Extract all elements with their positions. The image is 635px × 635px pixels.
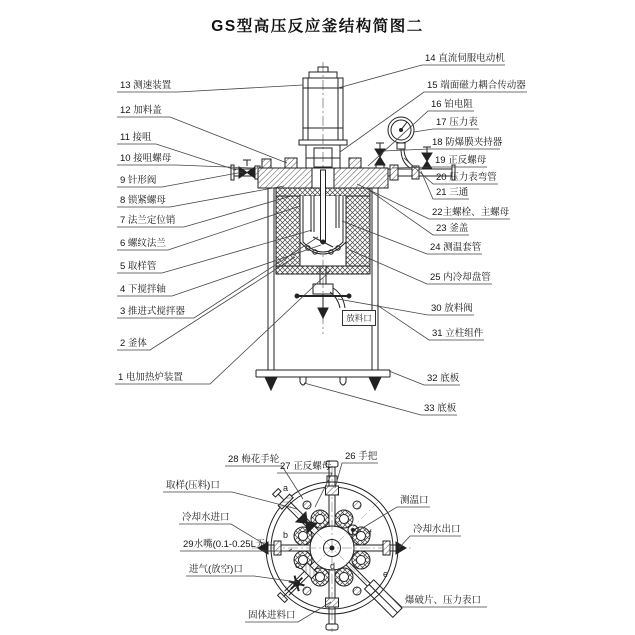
part-label-14: 14 直流伺服电动机 xyxy=(425,53,505,64)
part-label-11: 11 接咀 xyxy=(120,132,152,143)
feed-cover xyxy=(262,159,271,168)
part-label-30: 30 放料阀 xyxy=(431,303,473,314)
part-label-5: 5 取样管 xyxy=(120,261,157,272)
label-sampling-port: 取样(压料)口 xyxy=(166,480,220,491)
part-label-25: 25 内冷却盘管 xyxy=(430,272,491,283)
part-label-33: 33 底板 xyxy=(424,403,457,414)
part-label-32: 32 底板 xyxy=(427,373,460,384)
position-letter-a: a xyxy=(283,483,289,493)
gauge-bend-pipe xyxy=(401,149,410,168)
label-handle: 26 手把 xyxy=(345,451,378,462)
part-label-23: 23 釜盖 xyxy=(436,223,469,234)
position-letter-b: b xyxy=(283,530,289,540)
label-cooling-water-outlet: 冷却水出口 xyxy=(413,524,461,535)
furnace-wall-right xyxy=(346,196,370,266)
part-label-17: 17 压力表 xyxy=(436,117,478,128)
label-solid-feed-port: 固体进料口 xyxy=(248,610,296,621)
label-gas-inlet-vent-port: 进气(放空)口 xyxy=(189,564,243,575)
part-label-18: 18 防爆膜夹持器 xyxy=(432,137,503,148)
part-label-4: 4 下搅拌轴 xyxy=(120,284,166,295)
part-label-6: 6 螺纹法兰 xyxy=(120,238,166,249)
part-label-16: 16 铂电阻 xyxy=(431,99,473,110)
part-label-2: 2 釜体 xyxy=(120,338,147,349)
part-label-10: 10 接咀螺母 xyxy=(120,153,172,164)
main-bolt-right xyxy=(349,158,361,168)
part-label-20: 20 压力表弯管 xyxy=(436,172,497,183)
part-label-8: 8 锁紧螺母 xyxy=(120,195,166,206)
main-section-view xyxy=(231,62,455,390)
position-letter-e: e xyxy=(383,569,389,579)
part-label-22: 22主螺栓、主螺母 xyxy=(432,207,510,218)
part-label-1: 1 电加热炉装置 xyxy=(118,372,183,383)
discharge-port-box: 放料口 xyxy=(342,310,376,326)
part-label-19: 19 正反螺母 xyxy=(435,155,487,166)
label-cooling-water-inlet: 冷却水进口 xyxy=(182,512,230,523)
part-label-21: 21 三通 xyxy=(436,187,469,198)
label-burst-disc-pressure-gauge-port: 爆破片、压力表口 xyxy=(405,595,482,606)
leader-lines xyxy=(115,65,527,622)
part-label-12: 12 加料盖 xyxy=(120,105,162,116)
tee-valve-icon xyxy=(422,153,432,169)
part-label-13: 13 测速装置 xyxy=(120,80,172,91)
part-label-7: 7 法兰定位销 xyxy=(120,215,176,226)
part-label-15: 15 端面磁力耦合传动器 xyxy=(427,80,526,91)
label-water-nozzle: 29水嘴(0.1-0.25L无) xyxy=(183,539,269,550)
position-letter-c: c xyxy=(295,560,300,570)
part-label-9: 9 针形阀 xyxy=(120,175,157,186)
position-letter-d: d xyxy=(330,561,336,571)
part-label-24: 24 测温套管 xyxy=(430,242,482,253)
position-letter-f: f xyxy=(369,528,372,538)
label-locknut-27: 27 正反螺母 xyxy=(280,461,332,472)
part-label-31: 31 立柱组件 xyxy=(432,328,484,339)
foot-left xyxy=(265,377,277,390)
foot-right xyxy=(369,377,381,390)
part-label-3: 3 推进式搅拌器 xyxy=(120,306,185,317)
furnace-wall-left xyxy=(276,196,300,266)
label-plum-handwheel: 28 梅花手轮 xyxy=(228,454,280,465)
label-temp-port: 测温口 xyxy=(400,495,429,506)
bottom-flange-view xyxy=(252,461,412,632)
page-title: GS型高压反应釜结构简图二 xyxy=(211,18,424,35)
